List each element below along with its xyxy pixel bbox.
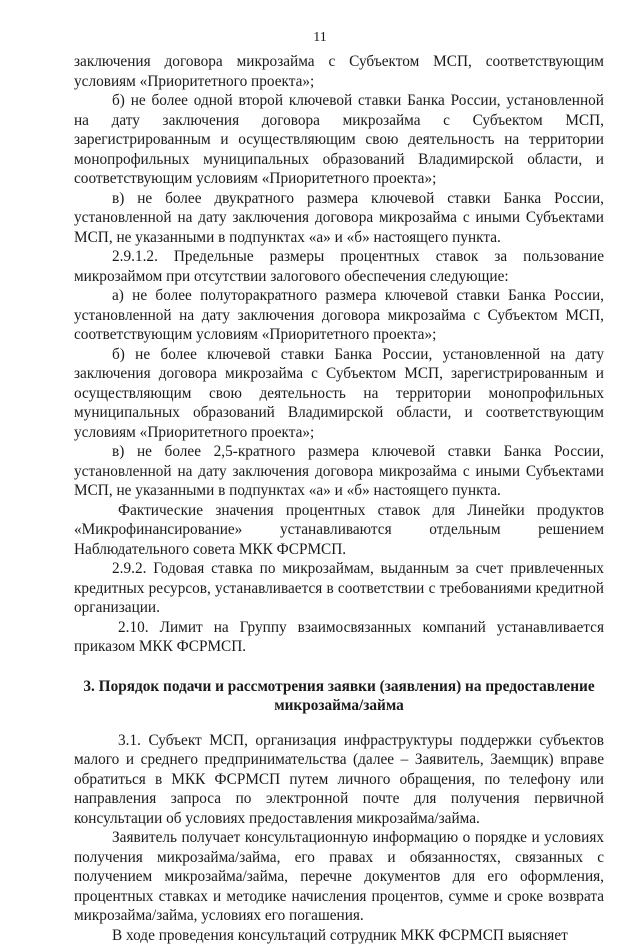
- paragraph: а) не более полуторакратного размера ключевой ставки Банка России, установленной на дату заключения договора микрозайма с Субъектом МСП, соответствующим условиям «Приоритетного проекта»;: [74, 286, 604, 345]
- paragraph: 2.9.1.2. Предельные размеры процентных ставок за пользование микрозаймом при отсутствии залогового обеспечения следующие:: [74, 247, 604, 286]
- paragraph: в) не более двукратного размера ключевой ставки Банка России, установленной на дату заключения договора микрозайма с иными Субъектами МСП, не указанными в подпунктах «а» и «б» настоящего пункта.: [74, 189, 604, 248]
- paragraph: 2.9.2. Годовая ставка по микрозаймам, выданным за счет привлеченных кредитных ресурсов, устанавливается в соответствии с требованиями кредитной организации.: [74, 559, 604, 618]
- paragraph: в) не более 2,5-кратного размера ключевой ставки Банка России, установленной на дату заключения договора микрозайма с иными Субъектами МСП, не указанными в подпунктах «а» и «б» настоящего пункта.: [74, 442, 604, 501]
- paragraph: Заявитель получает консультационную информацию о порядке и условиях получения микрозайма/займа, его правах и обязанностях, связанных с получением микрозайма/займа, перечне документов для его оформления, процентных ставках и методике начисления процентов, сумме и сроке возврата микрозайма/займа, условиях его погашения.: [74, 828, 604, 926]
- paragraph: В ходе проведения консультаций сотрудник МКК ФСРМСП выясняет: [74, 926, 604, 945]
- paragraph: Фактические значения процентных ставок для Линейки продуктов «Микрофинансирование» устанавливаются отдельным решением Наблюдательного совета МКК ФСРМСП.: [74, 501, 604, 560]
- document-body: [74, 52, 604, 945]
- paragraph: 3.1. Субъект МСП, организация инфраструктуры поддержки субъектов малого и среднего предпринимательства (далее – Заявитель, Заемщик) вправе обратиться в МКК ФСРМСП путем личного обращения, по телефону или направления запроса по электронной почте для получения первичной консультации об условиях предоставления микрозайма/займа.: [74, 731, 604, 829]
- paragraph: б) не более ключевой ставки Банка России, установленной на дату заключения договора микрозайма с Субъектом МСП, зарегистрированным и осуществляющим свою деятельность на территории монопрофильных муниципальных образований Владимирской области, и соответствующим условиям «Приоритетного проекта»;: [74, 345, 604, 443]
- paragraph: заключения договора микрозайма с Субъектом МСП, соответствующим условиям «Приоритетного проекта»;: [74, 52, 604, 91]
- section-heading: 3. Порядок подачи и рассмотрения заявки (заявления) на предоставление микрозайма/займа: [74, 677, 604, 716]
- page-number: 11: [0, 30, 640, 46]
- paragraph: б) не более одной второй ключевой ставки Банка России, установленной на дату заключения договора микрозайма с Субъектом МСП, зарегистрированным и осуществляющим свою деятельность на территории монопрофильных муниципальных образований Владимирской области, и соответствующим условиям «Приоритетного проекта»;: [74, 91, 604, 189]
- paragraph: 2.10. Лимит на Группу взаимосвязанных компаний устанавливается приказом МКК ФСРМСП.: [74, 618, 604, 657]
